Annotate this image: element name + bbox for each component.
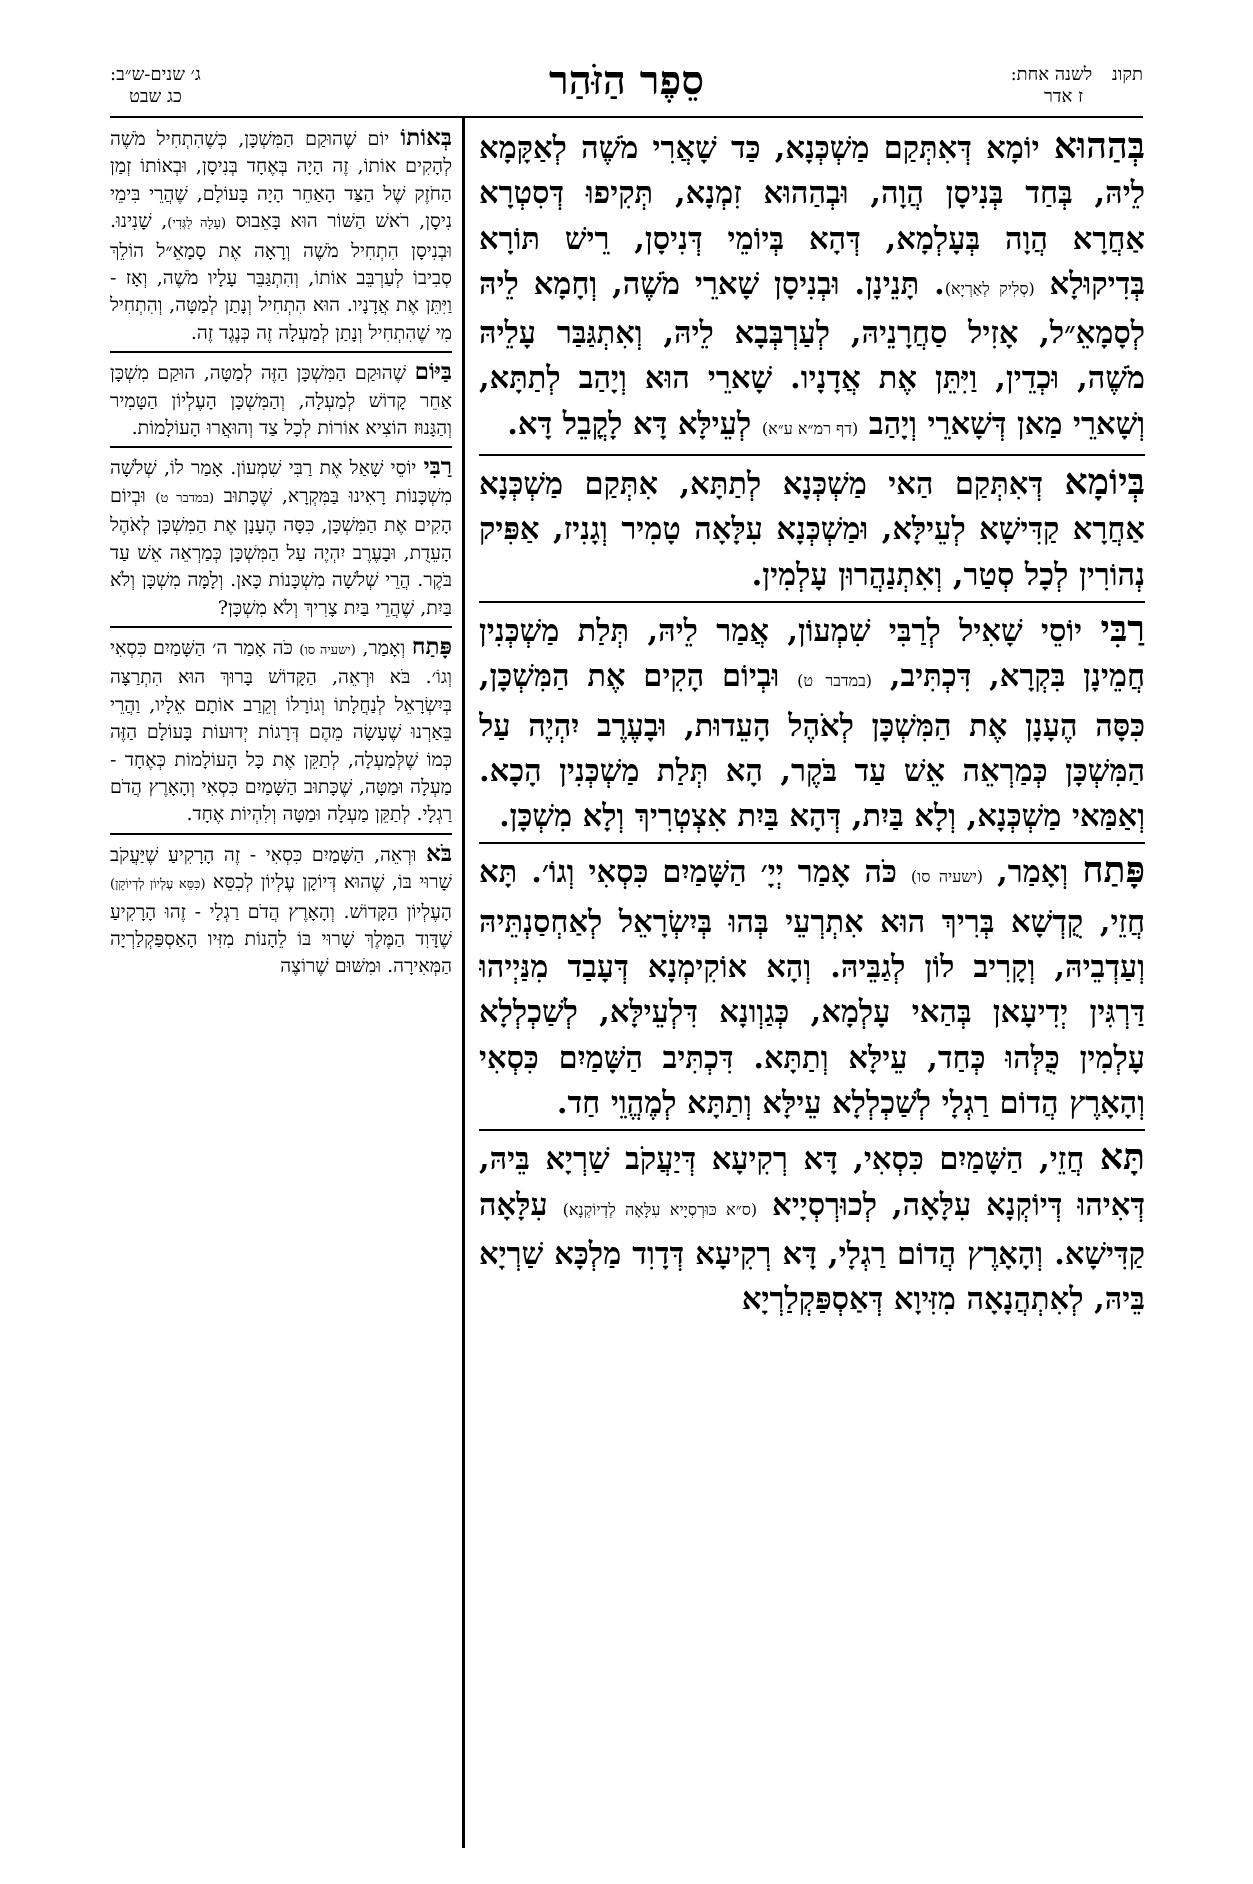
side-s4-text2: כֹּה אָמַר ה׳ הַשָּׁמַיִם כִּסְאִי וְגוֹ׳. בֹּא וּרְאֵה, הַקָּדוֹשׁ בָּרוּךְ הוּא הִתְרַצָּה בְּיִשְׂרָאֵל לְנַחֲלָתוֹ וְגוֹרָלוֹ וְקֵרַב אוֹתָם אֵלָיו, וַהֲרֵי בֵּאַרְנוּ שֶׁעָשָׂה מֵהֶם דְּרָגוֹת יְדוּעוֹת בָּעוֹלָם הַזֶּה כְּמוֹ שֶׁלְּמַעְלָה, לְתַקֵּן אֶת כָּל הָעוֹלָמוֹת כְּאֶחָד - מַעְלָה וּמַטָּה, שֶׁכָּתוּב הַשָּׁמַיִם כִּסְאִי וְהָאָרֶץ הֲדֹם רַגְלָי. לְתַקֵּן מַעְלָה וּמַטָּה וְלִהְיוֹת אֶחָד.: [110, 636, 452, 826]
header-cycle: ג׳ שנים-ש״ב:: [110, 64, 201, 85]
side-s3-ref: (במדבר ט): [155, 490, 215, 506]
paragraph-separator: [479, 842, 1145, 844]
side-s1-ref: (עָלָה לַגְּדִי): [167, 216, 227, 232]
main-p1-text2: . תָּנֵינָן. וּבְנִיסָן שָׁארֵי מֹשֶׁה, וְחָמָא לֵיהּ לְסָמָאֵ״ל, אָזִיל סַחֲרָנֵיהּ, לְעַרְבְּבָא לֵיהּ, וְאִתְגַּבַּר עָלֵיהּ מֹשֶׁה, וּכְדֵין, וַיִּתֵּן אֶת אֲדָנָיו. שָׁארֵי הוּא וְיָהַב לְתַתָּא, וְשָׁארֵי מַאן דְּשָׁארֵי וְיָהַב: [479, 265, 1145, 442]
main-p4-ref: (ישעיה סו): [910, 867, 984, 887]
side-s5-ref: (כִּסֵּא עֶלְיוֹן לְדְיוֹקָן): [110, 877, 206, 893]
main-p2-text: דְּאִתְּקַם הַאי מַשְׁכְּנָא לְתַתָּא, אִתְּקַם מַשְׁכְּנָא אַחֲרָא קַדִּישָׁא לְעֵילָּא, וּמַשְׁכְּנָא עִלָּאָה טָמִיר וְגָנִיז, אַפִּיק נְהוֹרִין לְכָל סְטַר, וְאִתְנַהֲרוּן עָלְמִין.: [479, 466, 1145, 593]
main-paragraph-4: [479, 848, 1145, 1126]
side-s5-lead: בֹּא: [426, 839, 452, 867]
side-s5-text: וּרְאֵה, הַשָּׁמַיִם כִּסְאִי - זֶה הָרָקִיעַ שֶׁיַּעֲקֹב שָׁרוּי בּוֹ, שֶׁהוּא דְּיוֹקָן עֶלְיוֹן לְכִסֵּא: [110, 843, 452, 894]
main-p3-text2: וּבְיוֹם הָקִים אֶת הַמִּשְׁכָּן, כִּסָּה הֶעָנָן אֶת הַמִּשְׁכָּן לְאֹהֶל הָעֵדוּת, וּבָעֶרֶב יִהְיֶה עַל הַמִּשְׁכָּן כְּמַרְאֵה אֵשׁ עַד בֹּקֶר, הָא תְּלַת מַשְׁכְּנִין הָכָא. וְאַמַּאי מַשְׁכְּנָא, וְלָא בַּיִת, דְּהָא בַּיִת אִצְטְרִיךְ וְלָא מִשְׁכָּן.: [479, 658, 1145, 835]
side-s1-lead: בְּאוֹתוֹ: [400, 124, 452, 151]
main-p1-text3: לְעֵילָּא דָּא לָקֳבֵל דָּא.: [507, 405, 752, 442]
main-p3-ref: (במדבר ט): [797, 671, 873, 691]
main-p4-text2: כֹּה אָמַר יְיָ׳ הַשָּׁמַיִם כִּסְאִי וְגוֹ׳. תָּא חֲזֵי, קֻדְשָׁא בְּרִיךְ הוּא אִתְרְעֵי בְּהוּ בְּיִשְׂרָאֵל לְאַחְסַנְתֵּיהּ וְעַדְבֵיהּ, וְקָרִיב לוֹן לְגַבֵּיהּ. וְהָא אוֹקִימְנָא דְּעָבַד מִנַּיְיהוּ דַּרְגִּין יְדִיעָאן בְּהַאי עָלְמָא, כְּגַוְונָא דִּלְעֵילָּא, לְשַׁכְלְלָא עָלְמִין כֻּלְּהוּ כְּחַד, עֵילָּא וְתַתָּא. דִּכְתִּיב הַשָּׁמַיִם כִּסְאִי וְהָאָרֶץ הֲדוֹם רַגְלָי לְשַׁכְלְלָא עֵילָּא וְתַתָּא לְמֶהֱוֵי חַד.: [479, 854, 1145, 1121]
side-s4-text: וְאָמַר,: [362, 636, 406, 659]
side-s3-text2: וּבְיוֹם הָקִים אֶת הַמִּשְׁכָּן, כִּסָּה הֶעָנָן אֶת הַמִּשְׁכָּן לְאֹהֶל הָעֵדֻת, וּבָעֶרֶב יִהְיֶה עַל הַמִּשְׁכָּן כְּמַרְאֵה אֵשׁ עַד בֹּקֶר. הֲרֵי שְׁלֹשָׁה מִשְׁכָּנוֹת כָּאן. וְלָמָּה מִשְׁכָּן וְלֹא בַּיִת, שֶׁהֲרֵי בַּיִת צָרִיךְ וְלֹא מִשְׁכָּן?: [110, 484, 452, 619]
side-s2-lead: בַּיּוֹם: [414, 358, 452, 386]
side-paragraph-5: [110, 840, 452, 981]
header-date: ז אדר: [1043, 86, 1083, 107]
main-paragraph-1: [479, 124, 1145, 451]
header-left: [110, 64, 201, 108]
paragraph-separator: [479, 1129, 1145, 1131]
paragraph-separator: [110, 626, 452, 628]
side-s1-text: יוֹם שֶׁהוּקַם הַמִּשְׁכָּן, כְּשֶׁהִתְחִיל מֹשֶׁה לְהָקִים אוֹתוֹ, זֶה הָיָה בְּאֶחָד בְּנִיסָן, וּבְאוֹתוֹ זְמַן הַחֹזֶק שֶׁל הַצַּד הָאַחֵר הָיָה בָּעוֹלָם, שֶׁהֲרֵי בִּימֵי נִיסָן, רֹאשׁ הַשּׁוֹר הוּא בָּאֵבוּס: [110, 128, 452, 233]
side-s2-text: שֶׁהוּקַם הַמִּשְׁכָּן הַזֶּה לְמַטָּה, הוּקַם מִשְׁכָּן אַחֵר קָדוֹשׁ לְמַעְלָה, וְהַמִּשְׁכָּן הָעֶלְיוֹן הַטָּמִיר וְהַגָּנוּז הוֹצִיא אוֹרוֹת לְכָל צַד וְהוּאֲרוּ הָעוֹלָמוֹת.: [110, 362, 452, 440]
paragraph-separator: [479, 601, 1145, 603]
main-paragraph-3: [479, 607, 1145, 839]
side-paragraph-4: [110, 633, 452, 829]
column-divider: [462, 118, 465, 1848]
paragraph-separator: [110, 833, 452, 835]
side-s3-lead: רַבִּי: [423, 453, 452, 481]
paragraph-separator: [110, 351, 452, 353]
side-s4-ref: (ישעיה סו): [299, 642, 356, 658]
main-p4-lead: פָּתַח: [1082, 849, 1145, 892]
main-paragraph-2: [479, 460, 1145, 598]
side-s4-lead: פָּתַח: [411, 632, 452, 660]
page-title: סֵפֶר הַזֹּהַר: [549, 57, 704, 104]
main-p1-text: יוֹמָא דְּאִתְּקַם מַשְׁכְּנָא, כַּד שָׁאֲרִי מֹשֶׁה לְאַקָּמָא לֵיהּ, בְּחַד בְּנִיסָן הֲוָה, וּבְהַהוּא זִמְנָא, תְּקִיפוּ דְּסִטְרָא אַחֲרָא הֲוָה בְּעָלְמָא, דְּהָא בְּיוֹמֵי דְּנִיסָן, רֵישׁ תּוֹרָא בְּדִיקוּלָא: [479, 130, 1145, 302]
paragraph-separator: [479, 454, 1145, 456]
hebrew-translation-column: [110, 124, 452, 1854]
aramaic-column: [479, 124, 1145, 1854]
main-p1-ref2: (דף רמ״א ע״א): [761, 418, 859, 438]
page-header: [110, 58, 1143, 118]
main-p5-ref: (ס״א כּוּרְסְיָיא עִלָּאָה לְדְיוֹקְנָא): [562, 1199, 758, 1219]
paragraph-separator: [110, 446, 452, 448]
header-year-label: לשנה אחת:: [1010, 64, 1093, 85]
main-p5-text2: עִלָּאָה קַדִּישָׁא. וְהָאָרֶץ הֲדוֹם רַגְלָי, דָּא רְקִיעָא דְּדָוִד מַלְכָּא שַׁרְיָא בֵּיהּ, לְאִתְהֲנָאָה מִזִּיוָא דְּאַסְפַּקְלַרְיָא: [479, 1186, 1145, 1318]
header-tikkun: תקונ: [1111, 64, 1143, 85]
main-p4-text: וְאָמַר,: [997, 854, 1069, 891]
side-s3-text: יוֹסֵי שָׁאַל אֶת רַבִּי שִׁמְעוֹן. אָמַר לוֹ, שְׁלֹשָׁה מִשְׁכָּנוֹת רָאִינוּ בַּמִּקְרָא, שֶׁכָּתוּב: [110, 457, 452, 507]
main-p3-text: יוֹסֵי שָׁאִיל לְרַבִּי שִׁמְעוֹן, אֲמַר לֵיהּ, תְּלַת מַשְׁכְּנִין חֲמֵינָן בִּקְרָא, דִּכְתִּיב,: [479, 612, 1145, 695]
main-p2-lead: בְּיוֹמָא: [1064, 461, 1145, 504]
main-p1-lead: בְּהַהוּא: [1053, 125, 1145, 167]
side-paragraph-1: [110, 124, 452, 347]
main-paragraph-5: [479, 1135, 1145, 1322]
side-paragraph-2: [110, 358, 452, 442]
side-s1-text2: , שָׁנִינוּ. וּבְנִיסָן הִתְחִיל מֹשֶׁה וְרָאָה אֶת סָמָאֵ״ל הוֹלֵךְ סְבִיבוֹ לְעַרְבֵּב אוֹתוֹ, וְהִתְגַּבֵּר עָלָיו מֹשֶׁה, וְאָז - וַיִּתֵּן אֶת אֲדָנָיו. הוּא הִתְחִיל וְנָתַן לְמַטָּה, וְהִתְחִיל מִי שֶׁהִתְחִיל וְנָתַן לְמַעְלָה זֶה כְּנֶגֶד זֶה.: [110, 210, 452, 344]
main-p5-lead: תָּא: [1099, 1136, 1145, 1179]
side-s5-text2: הָעֶלְיוֹן הַקָּדוֹשׁ. וְהָאָרֶץ הֲדֹם רַגְלָי - זֶהוּ הָרָקִיעַ שֶׁדָּוִד הַמֶּלֶךְ שָׁרוּי בּוֹ לֵהָנוֹת מִזִּיו הָאַסְפַּקְלַרְיָה הַמְּאִירָה. וּמִשּׁוּם שֶׁרוֹצֶה: [110, 900, 452, 978]
header-secondary-date: כג שבט: [129, 86, 182, 107]
side-paragraph-3: [110, 453, 452, 621]
main-p1-ref: (סְלִיק לְאַרְיָא): [944, 278, 1035, 298]
main-p3-lead: רַבִּי: [1100, 607, 1145, 650]
main-p5-text: חֲזֵי, הַשָּׁמַיִם כִּסְאִי, דָּא רְקִיעָא דְּיַעֲקֹב שַׁרְיָא בֵּיהּ, דְּאִיהוּ דְּיוֹקְנָא עִלָּאָה, לְכוּרְסְיָיא: [479, 1141, 1145, 1223]
